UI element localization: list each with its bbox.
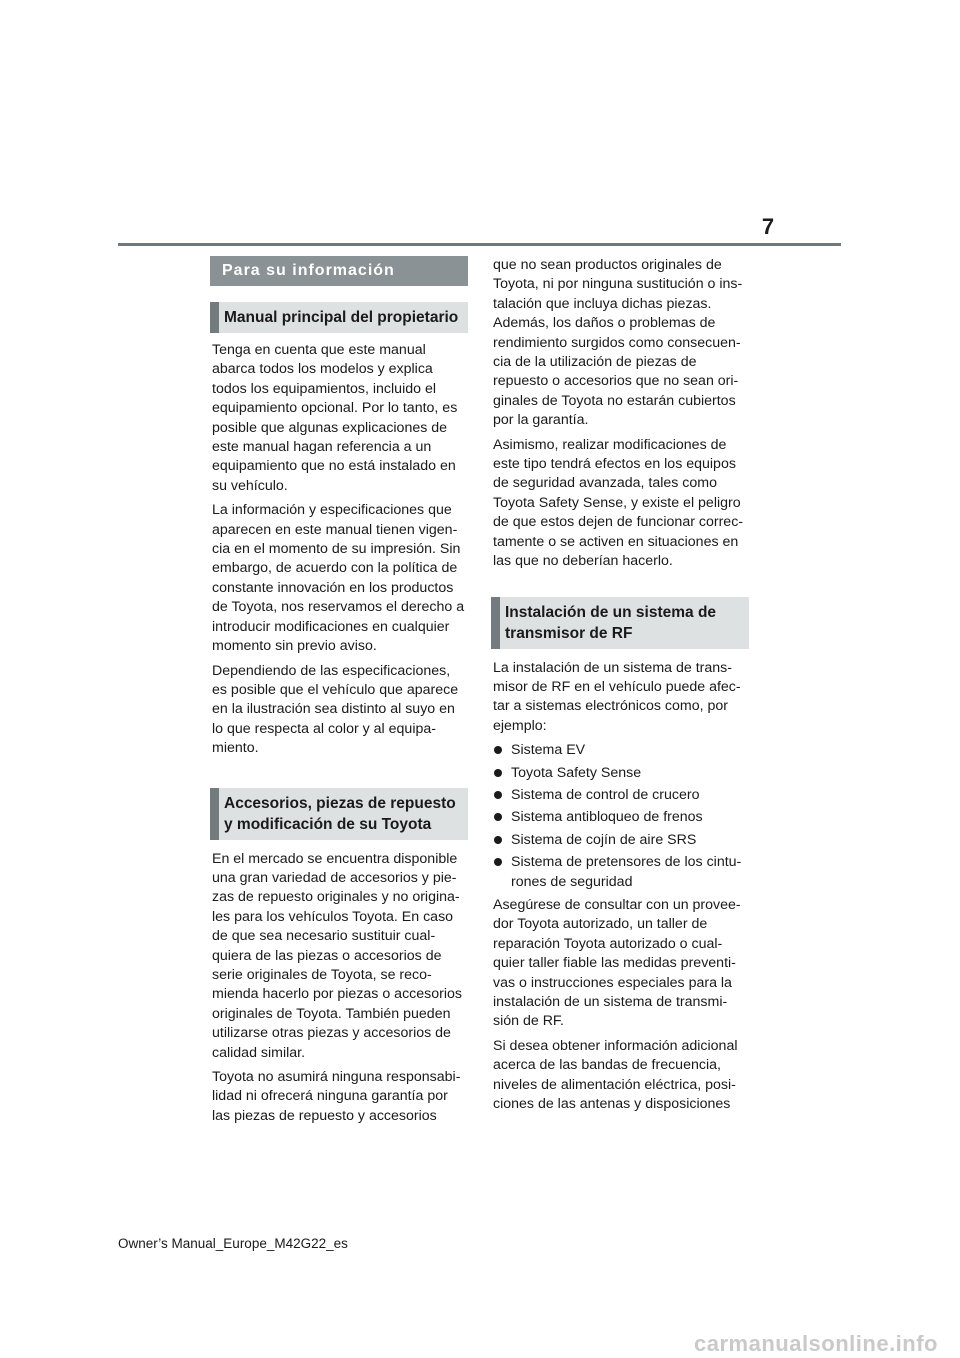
bullet-icon — [494, 746, 502, 754]
bullet-icon — [494, 769, 502, 777]
right-column — [491, 256, 749, 1119]
page-number: 7 — [761, 214, 775, 239]
paragraph: Si desea obtener información adicional acerca de las bandas de frecuencia, niveles de alimentación eléctrica, posi-ciones de las antenas y disposiciones — [493, 1037, 738, 1113]
paragraph: Asimismo, realizar modificaciones de este tipo tendrá efectos en los equipos de seguridad avanzada, tales como Toyota Safety Sense, y existe el peligro de que estos dejen de funcionar correc-tamente o se activen en situaciones en las que no deberían hacerlo. — [493, 436, 744, 570]
footer-manual-id: Owner’s Manual_Europe_M42G22_es — [118, 1236, 348, 1251]
paragraph: Tenga en cuenta que este manual abarca todos los modelos y explica todos los equipamientos, incluido el equipamiento opcional. Por lo tanto, es posible que algunas explicaciones de este manual hagan referencia a un equipamiento que no está instalado en su vehículo. — [212, 342, 458, 494]
top-divider — [118, 243, 841, 246]
paragraph: La instalación de un sistema de trans-misor de RF en el vehículo puede afec-tar a sistemas electrónicos como, por ejemplo: — [493, 659, 741, 734]
bullet-icon — [494, 791, 502, 799]
paragraph: En el mercado se encuentra disponible una gran variedad de accesorios y pie-zas de repuesto originales y no origina-les para los vehículos Toyota. En caso de que sea necesario sustituir cual-quiera de las piezas o accesorios de serie originales de Toyota, se reco-mienda hacerlo por piezas o accesorios originales de Toyota. También pueden utilizarse otras piezas y accesorios de calidad similar. — [212, 850, 462, 1061]
bullet-icon — [494, 836, 502, 844]
section-title: Para su información — [210, 256, 468, 286]
paragraph: que no sean productos originales de Toyota, ni por ninguna sustitución o ins-talación que incluya dichas piezas. Además, los daños o problemas de rendimiento surgidos como consecuen-cia de la utilización de piezas de repuesto o accesorios que no sean ori-ginales de Toyota no estarán cubiertos por la garantía. — [493, 257, 743, 429]
bullet-icon — [494, 813, 502, 821]
subsection-header-owners-manual: Manual principal del propietario — [210, 302, 468, 333]
watermark: carmanualsonline.info — [694, 1331, 938, 1356]
list-item: Toyota Safety Sense — [493, 764, 749, 783]
list-item: Sistema EV — [493, 741, 749, 760]
list-item: Sistema antibloqueo de frenos — [493, 808, 749, 827]
paragraph: La información y especificaciones que aparecen en este manual tienen vigen-cia en el momento de su impresión. Sin embargo, de acuerdo con la política de constante innovación en los productos de Toyota, nos reservamos el derecho a introducir modificaciones en cualquier momento sin previo aviso. — [212, 502, 465, 655]
subsection-header-rf-transmitter: Instalación de un sistema de transmisor de RF — [491, 597, 749, 649]
subsection-header-accessories: Accesorios, piezas de repuesto y modificación de su Toyota — [210, 788, 468, 840]
left-column — [210, 256, 468, 1131]
paragraph: Toyota no asumirá ninguna responsabi-lidad ni ofrecerá ninguna garantía por las piezas de repuesto y accesorios — [212, 1069, 461, 1124]
bullet-icon — [494, 858, 502, 866]
list-item: Sistema de cojín de aire SRS — [493, 831, 749, 850]
list-item: Sistema de control de crucero — [493, 786, 749, 805]
affected-systems-list — [493, 741, 749, 892]
list-item: Sistema de pretensores de los cintu-rones de seguridad — [493, 853, 749, 892]
paragraph: Asegúrese de consultar con un provee-dor Toyota autorizado, un taller de reparación Toyota autorizado o cual-quier taller fiable las medidas preventi-vas o instrucciones especiales para la instalación de un sistema de transmi-sión de RF. — [493, 896, 741, 1030]
paragraph: Dependiendo de las especificaciones, es posible que el vehículo que aparece en la ilustración sea distinto al suyo en lo que respecta al color y al equipa-miento. — [212, 662, 459, 757]
